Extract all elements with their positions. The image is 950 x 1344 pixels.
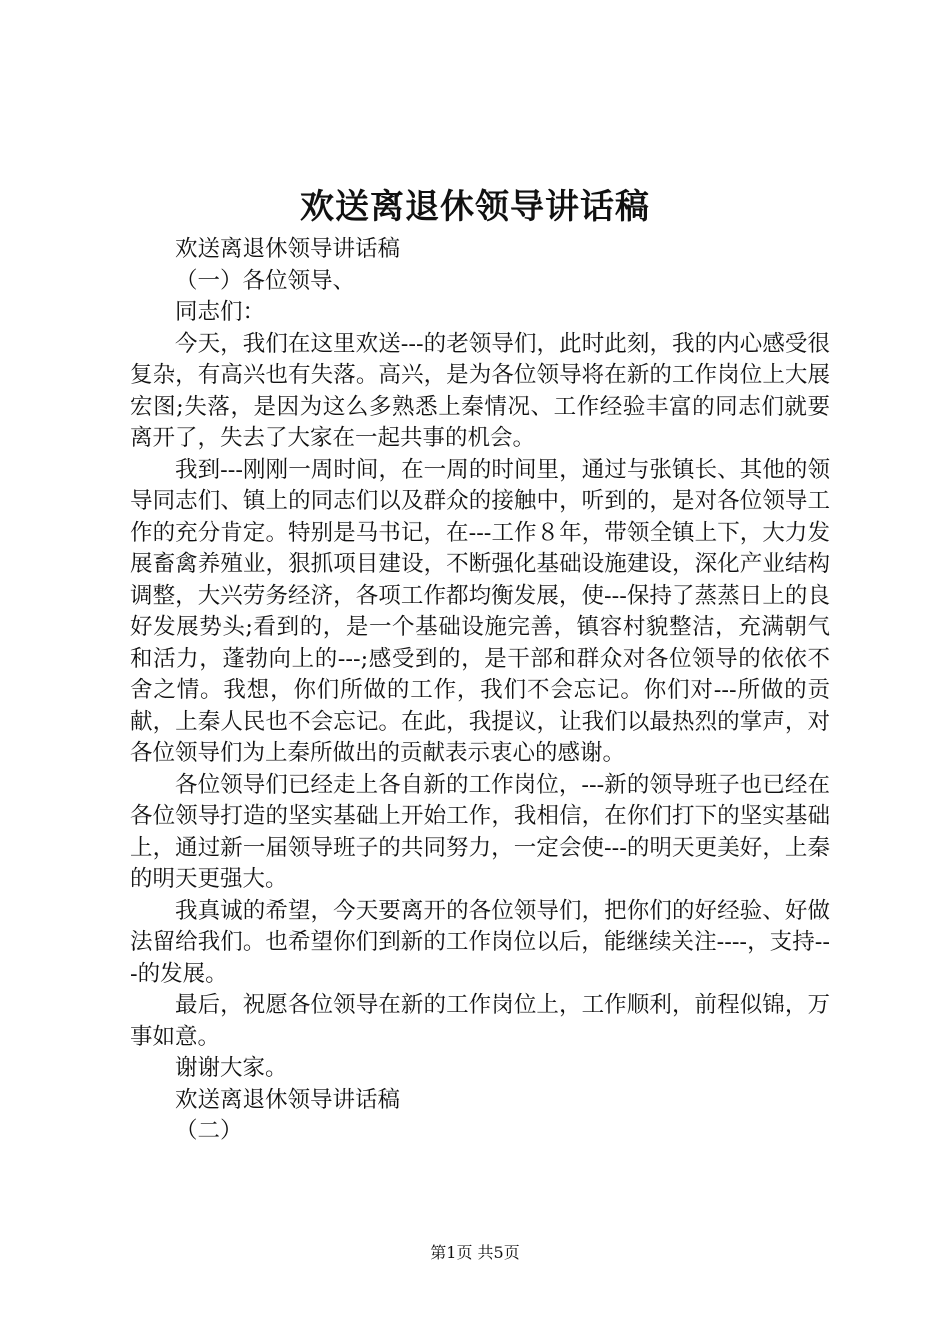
document-title: 欢送离退休领导讲话稿	[300, 187, 650, 227]
paragraph-body: 我真诚的希望，今天要离开的各位领导们，把你们的好经验、好做法留给我们。也希望你们到新的工作岗位以后，能继续关注----，支持---的发展。	[130, 897, 830, 987]
paragraph-body: 今天，我们在这里欢送---的老领导们，此时此刻，我的内心感受很复杂，有高兴也有失落。高兴，是为各位领导将在新的工作岗位上大展宏图;失落，是因为这么多熟悉上秦情况、工作经验丰富的同志们就要离开了，失去了大家在一起共事的机会。	[130, 330, 830, 451]
document-body	[130, 234, 830, 1148]
page-number-footer: 第1页 共5页	[430, 1243, 520, 1262]
paragraph-body: 各位领导们已经走上各自新的工作岗位，---新的领导班子也已经在各位领导打造的坚实基础上开始工作，我相信，在你们打下的坚实基础上，通过新一届领导班子的共同努力，一定会使---的明天更美好，上秦的明天更强大。	[130, 771, 830, 892]
paragraph-salutation-1: （一）各位领导、	[175, 267, 356, 294]
paragraph-subtitle: 欢送离退休领导讲话稿	[175, 236, 401, 262]
paragraph-closing: 谢谢大家。	[175, 1055, 288, 1081]
paragraph-subtitle: 欢送离退休领导讲话稿	[175, 1086, 401, 1113]
paragraph-body: 我到---刚刚一周时间，在一周的时间里，通过与张镇长、其他的领导同志们、镇上的同志们以及群众的接触中，听到的，是对各位领导工作的充分肯定。特别是马书记，在---工作８年，带领全镇上下，大力发展畜禽养殖业，狠抓项目建设，不断强化基础设施建设，深化产业结构调整，大兴劳务经济，各项工作都均衡发展，使---保持了蒸蒸日上的良好发展势头;看到的，是一个基础设施完善，镇容村貌整洁，充满朝气和活力，蓬勃向上的---;感受到的，是干部和群众对各位领导的依依不舍之情。我想，你们所做的工作，我们不会忘记。你们对---所做的贡献，上秦人民也不会忘记。在此，我提议，让我们以最热烈的掌声，对各位领导们为上秦所做出的贡献表示衷心的感谢。	[130, 456, 830, 766]
paragraph-body: 最后，祝愿各位领导在新的工作岗位上，工作顺利，前程似锦，万事如意。	[130, 992, 830, 1050]
paragraph-section-marker: （二）	[175, 1118, 243, 1144]
paragraph-salutation-2: 同志们：	[175, 299, 266, 325]
